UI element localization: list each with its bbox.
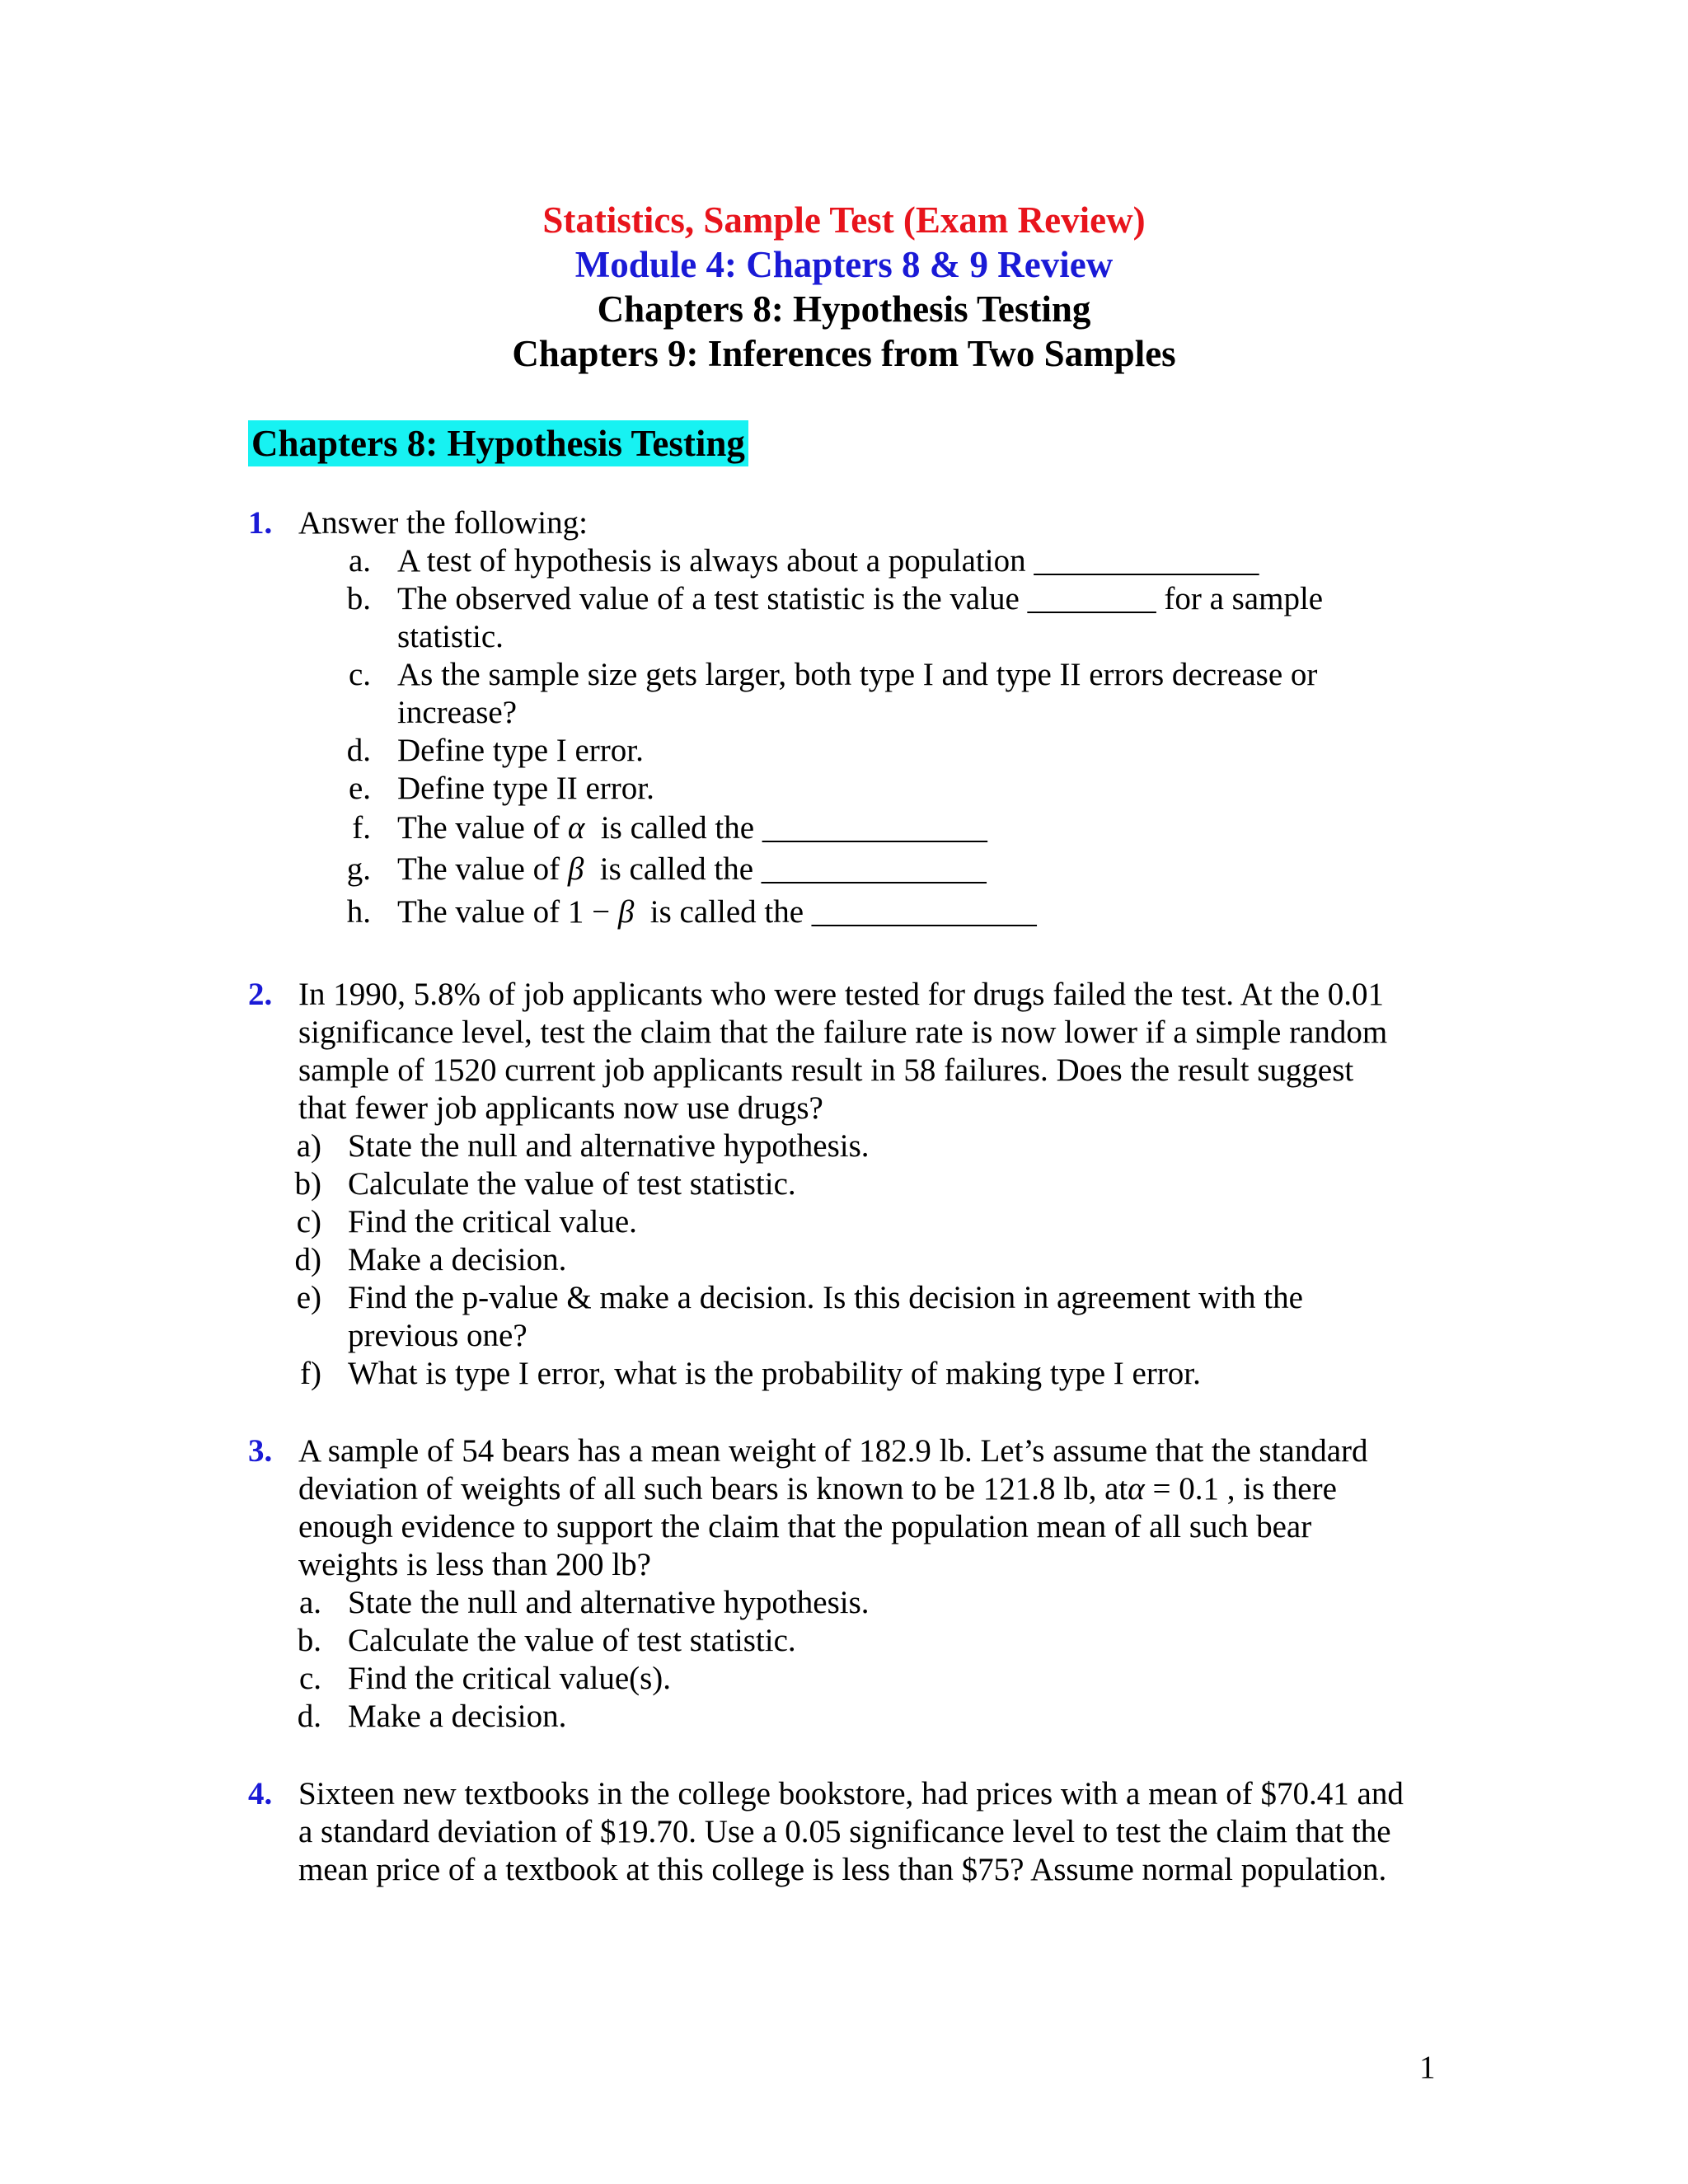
sub-question-text: Make a decision. bbox=[348, 1242, 567, 1277]
question-line: significance level, test the claim that the failure rate is now lower if a simple random bbox=[298, 1015, 1388, 1050]
beta-symbol: β bbox=[567, 851, 584, 887]
sub-question-text: Find the p-value & make a decision. Is this decision in agreement with the bbox=[348, 1280, 1303, 1315]
question-text bbox=[298, 504, 1436, 542]
sub-question bbox=[0, 1660, 1688, 1698]
question-line: weights is less than 200 lb? bbox=[298, 1547, 651, 1582]
question-number: 1. bbox=[248, 505, 273, 541]
module-title: Module 4: Chapters 8 & 9 Review bbox=[574, 244, 1114, 285]
sub-question-text: The observed value of a test statistic is the value ________ for a sample bbox=[397, 581, 1324, 616]
text-run: deviation of weights of all such bears is known to be 121.8 lb, at bbox=[298, 1471, 1128, 1507]
sub-question-label: b. bbox=[297, 1623, 321, 1658]
sub-question bbox=[0, 1241, 1688, 1279]
sub-question-label: f. bbox=[352, 810, 371, 846]
question-line: enough evidence to support the claim that the population mean of all such bear bbox=[298, 1509, 1312, 1544]
chapter-8-title: Chapters 8: Hypothesis Testing bbox=[597, 288, 1091, 330]
sub-question-label: c) bbox=[296, 1204, 321, 1240]
sub-question-text: Calculate the value of test statistic. bbox=[348, 1623, 796, 1658]
question-text bbox=[298, 1432, 1436, 1584]
sub-question-text: Calculate the value of test statistic. bbox=[348, 1166, 796, 1202]
question-line: that fewer job applicants now use drugs? bbox=[298, 1090, 823, 1126]
sub-question bbox=[0, 542, 1688, 580]
sub-question-text-continued: statistic. bbox=[397, 619, 504, 654]
question-line: sample of 1520 current job applicants result in 58 failures. Does the result suggest bbox=[298, 1052, 1354, 1088]
sub-question-label: b) bbox=[294, 1166, 321, 1202]
question-line: mean price of a textbook at this college is less than $75? Assume normal population. bbox=[298, 1852, 1387, 1887]
sub-question-label: e. bbox=[348, 771, 371, 806]
sub-question bbox=[0, 1584, 1688, 1622]
sub-question bbox=[0, 1698, 1688, 1736]
sub-question-label: d) bbox=[294, 1242, 321, 1277]
text-run: The value of bbox=[397, 851, 568, 887]
question-number: 2. bbox=[248, 977, 273, 1012]
exam-title: Statistics, Sample Test (Exam Review) bbox=[542, 199, 1146, 241]
sub-question-label: c. bbox=[298, 1661, 321, 1696]
sub-question bbox=[0, 1127, 1688, 1165]
title-block bbox=[0, 198, 1688, 376]
text-run: = 0.1 , is there bbox=[1144, 1471, 1337, 1507]
sub-question bbox=[0, 1165, 1688, 1203]
sub-question-text bbox=[397, 809, 987, 847]
sub-question bbox=[0, 656, 1688, 732]
sub-question-text-continued: increase? bbox=[397, 695, 518, 730]
sub-question bbox=[0, 1279, 1688, 1355]
section-heading: Chapters 8: Hypothesis Testing bbox=[248, 420, 748, 466]
question-line: Sixteen new textbooks in the college bookstore, had prices with a mean of $70.41 and bbox=[298, 1776, 1404, 1811]
alpha-symbol: α bbox=[1128, 1471, 1145, 1507]
sub-question-text: What is type I error, what is the probability of making type I error. bbox=[348, 1356, 1201, 1391]
sub-question bbox=[0, 851, 1688, 890]
sub-question-text: Find the critical value(s). bbox=[348, 1661, 672, 1696]
sub-question-label: b. bbox=[346, 581, 371, 616]
question-intro: Answer the following: bbox=[298, 505, 588, 541]
sub-question bbox=[0, 732, 1688, 770]
sub-question bbox=[0, 1203, 1688, 1241]
sub-question-label: a. bbox=[298, 1585, 321, 1620]
sub-question-label: a. bbox=[348, 543, 371, 579]
alpha-symbol: α bbox=[567, 810, 585, 846]
sub-question-text: State the null and alternative hypothesis. bbox=[348, 1585, 870, 1620]
text-run: is called the ______________ bbox=[634, 894, 1037, 930]
question-line bbox=[298, 1470, 1436, 1508]
sub-question-text: Define type I error. bbox=[397, 733, 644, 768]
question-line: a standard deviation of $19.70. Use a 0.05 significance level to test the claim that the bbox=[298, 1814, 1391, 1849]
sub-question-label: e) bbox=[296, 1280, 321, 1315]
text-run: The value of bbox=[397, 810, 568, 846]
question-line: A sample of 54 bears has a mean weight of 182.9 lb. Let’s assume that the standard bbox=[298, 1433, 1368, 1469]
beta-symbol: β bbox=[617, 894, 635, 930]
sub-question bbox=[0, 1622, 1688, 1660]
sub-question-text: As the sample size gets larger, both type I and type II errors decrease or bbox=[397, 657, 1318, 692]
sub-question bbox=[0, 893, 1688, 933]
text-run: The value of 1 − bbox=[397, 894, 618, 930]
question-number: 4. bbox=[248, 1776, 273, 1811]
sub-question-text: State the null and alternative hypothesis. bbox=[348, 1128, 870, 1164]
sub-question-text bbox=[397, 893, 1037, 931]
sub-question-label: g. bbox=[346, 851, 371, 887]
sub-question-text bbox=[397, 851, 987, 888]
page-number: 1 bbox=[1419, 2050, 1436, 2085]
sub-question bbox=[0, 1355, 1688, 1393]
sub-question-label: d. bbox=[346, 733, 371, 768]
sub-question bbox=[0, 770, 1688, 808]
question-number: 3. bbox=[248, 1433, 273, 1469]
text-run: is called the ______________ bbox=[584, 810, 987, 846]
sub-question-label: a) bbox=[296, 1128, 321, 1164]
text-run: is called the ______________ bbox=[584, 851, 987, 887]
chapter-9-title: Chapters 9: Inferences from Two Samples bbox=[512, 333, 1176, 374]
sub-question-text-continued: previous one? bbox=[348, 1318, 528, 1353]
sub-question-label: d. bbox=[297, 1699, 321, 1734]
sub-question bbox=[0, 580, 1688, 656]
sub-question-label: f) bbox=[300, 1356, 321, 1391]
question-line: In 1990, 5.8% of job applicants who were tested for drugs failed the test. At the 0.01 bbox=[298, 977, 1385, 1012]
question-text bbox=[298, 976, 1436, 1127]
sub-question-text: Find the critical value. bbox=[348, 1204, 637, 1240]
sub-question-text: A test of hypothesis is always about a population ______________ bbox=[397, 543, 1259, 579]
sub-question-label: h. bbox=[346, 894, 371, 930]
question-text bbox=[298, 1775, 1436, 1889]
sub-question-text: Define type II error. bbox=[397, 771, 654, 806]
sub-question-text: Make a decision. bbox=[348, 1699, 567, 1734]
sub-question-label: c. bbox=[348, 657, 371, 692]
sub-question bbox=[0, 809, 1688, 849]
